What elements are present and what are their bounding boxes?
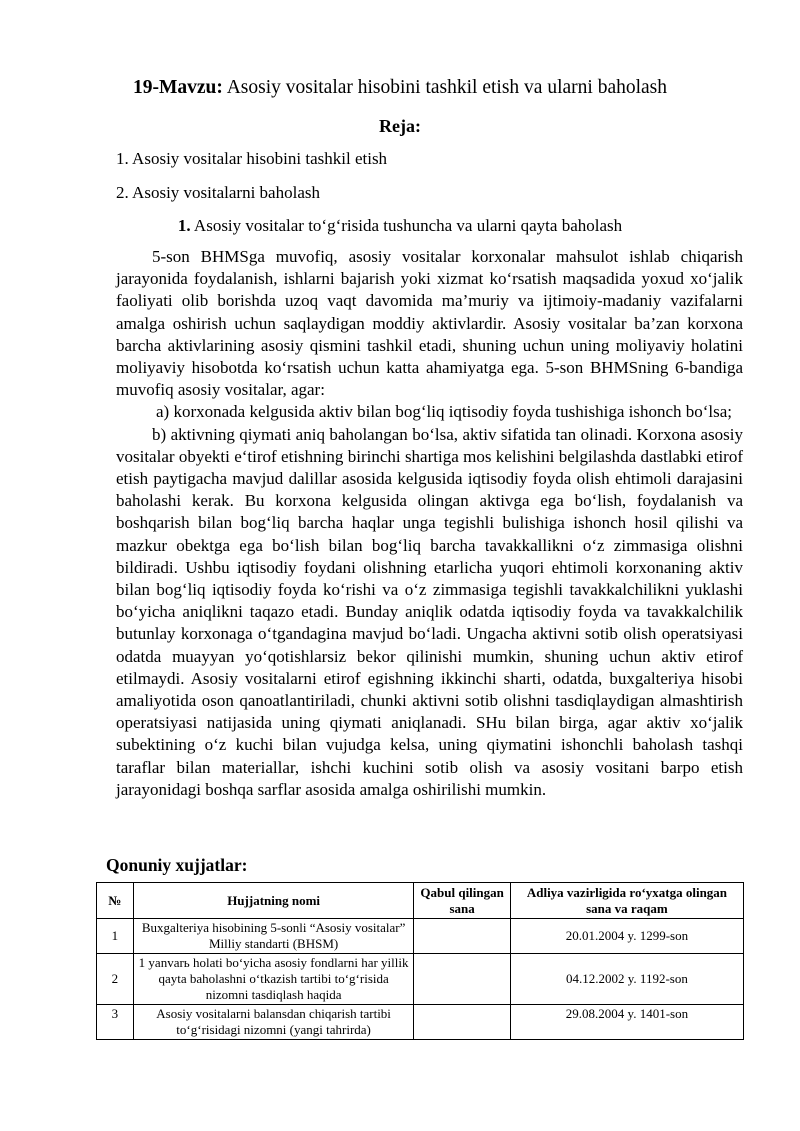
row-registered: 04.12.2002 y. 1192-son xyxy=(510,954,743,1005)
row-doc-name: 1 yanvarь holati bo‘yicha asosiy fondlarni har yillik qayta baholashni o‘tkazish tartibi to‘g‘risida nizomni tasdiqlash haqida xyxy=(133,954,414,1005)
row-registered: 20.01.2004 y. 1299-son xyxy=(510,919,743,954)
laws-table xyxy=(96,882,744,1040)
col-registered-header: Adliya vazirligida ro‘yxatga olingan sana va raqam xyxy=(510,883,743,919)
row-doc-name: Asosiy vositalarni balansdan chiqarish tartibi to‘g‘risidagi nizomni (yangi tahrirda) xyxy=(133,1005,414,1040)
plan-item-1: 1. Asosiy vositalar hisobini tashkil etish xyxy=(116,149,388,168)
col-accepted-header: Qabul qilingan sana xyxy=(414,883,510,919)
row-number: 2 xyxy=(97,954,134,1005)
topic-number: 19-Mavzu: xyxy=(132,77,223,98)
table-row xyxy=(97,919,744,954)
laws-heading: Qonuniy xujjatlar: xyxy=(106,855,248,875)
plan-item-2: 2. Asosiy vositalarni baholash xyxy=(116,183,320,202)
plan-heading: Reja: xyxy=(379,116,421,136)
col-number-header: № xyxy=(97,883,134,919)
table-row xyxy=(97,1005,744,1040)
table-header-row xyxy=(97,883,744,919)
row-doc-name: Buxgalteriya hisobining 5-sonli “Asosiy vositalar” Milliy standarti (BHSM) xyxy=(133,919,414,954)
paragraph-definition: 5-son BHMSga muvofiq, asosiy vositalar korxonalar mahsulot ishlab chiqarish jarayonida foydalanish, ishlarni bajarish yoki xizmat ko‘rsatish maqsadida yoxud xo‘jalik faoliyati olib borishda uzoq vaqt davomida ma’muriy va ijtimoiy-madaniy vazifalarni amalga oshirish uchun saqlaydigan moddiy aktivlardir. Asosiy vositalar ba’zan korxona barcha aktivlarining asosiy qismini tashkil etadi, shuning uchun uning moliyaviy holatini moliyaviy hisobotda ko‘rsatish uchun katta ahamiyatga ega. 5-son BHMSning 6-bandiga muvofiq asosiy vositalar, agar: xyxy=(116,247,743,400)
table-row xyxy=(97,954,744,1005)
row-number: 1 xyxy=(97,919,134,954)
section-number: 1. xyxy=(177,216,191,235)
body-text xyxy=(116,246,743,801)
topic-title: Asosiy vositalar hisobini tashkil etish va ularni baholash xyxy=(222,77,668,98)
paragraph-condition-b: b) aktivning qiymati aniq baholangan bo‘lsa, aktiv sifatida tan olinadi. Korxona asosiy vositalar obyekti e‘tirof etishning birinchi shartiga mos kelishini belgilashda dastlabki etirof etish paytigacha mavjud dalillar asosida kelgusida iqtisodiy foyda olish ehtimoli darajasini baholashi kerak. Bu korxona kelgusida olingan aktivga ega bo‘lish, foydalanish va boshqarish bilan bog‘liq barcha haqlar unga tegishli bulishiga ishonch hosil qilishi va mazkur obektga ega bo‘lish bilan bog‘liq barcha tavakkallikni o‘z zimmasiga olishni bildiradi. Ushbu iqtisodiy foydani olishning etarlicha yuqori ehtimoli korxonaning aktiv bilan bog‘liq iqtisodiy foyda ko‘rishi va o‘z zimmasiga tegishli tavakkalchilikni yuklashi bo‘yicha aniqlikni taqazo etadi. Bunday aniqlik odatda iqtisodiy foyda va tavakkalchilik butunlay korxonaga o‘tgandagina mavjud bo‘ladi. Ungacha aktivni sotib olish operatsiyasi odatda muayyan yo‘qotishlarsiz bekor qilinishi mumkin, shuning uchun aktiv etirof etilmaydi. Asosiy vositalarni etirof egishning ikkinchi sharti, odatda, buxgalteriya hisobi amaliyotida oson qanoatlantiriladi, chunki aktivni sotib olishni tasdiqlaydigan almashtirish operatsiyasi natijasida uning qiymati aniqlanadi. SHu bilan birga, agar aktiv xo‘jalik subektining o‘z kuchi bilan vujudga kelsa, uning qiymatini ishonchli baholash tashqi taraflar bilan materiallar, ishchi kuchini sotib olish va asosiy vositani barpo etish jarayonidagi boshqa sarflar asosida amalga oshirilishi mumkin. xyxy=(116,424,743,799)
row-number: 3 xyxy=(97,1005,134,1040)
row-accepted-date xyxy=(414,919,510,954)
page-title xyxy=(0,74,800,102)
paragraph-condition-a: a) korxonada kelgusida aktiv bilan bog‘liq iqtisodiy foyda tushishiga ishonch bo‘lsa; xyxy=(156,402,733,422)
row-accepted-date xyxy=(414,954,510,1005)
row-accepted-date xyxy=(414,1005,510,1040)
section-heading xyxy=(0,214,800,238)
section-title: Asosiy vositalar to‘g‘risida tushuncha va ularni qayta baholash xyxy=(190,216,623,235)
col-name-header: Hujjatning nomi xyxy=(133,883,414,919)
row-registered: 29.08.2004 y. 1401-son xyxy=(510,1005,743,1040)
